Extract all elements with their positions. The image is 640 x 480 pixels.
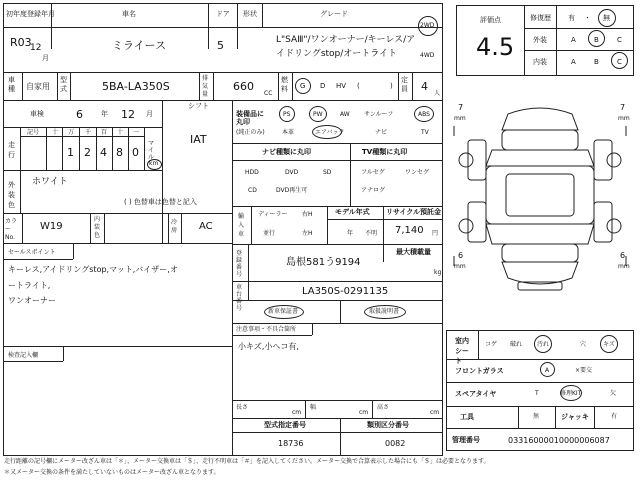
color-label: 外装色 bbox=[8, 181, 15, 209]
recycle-yen: 円 bbox=[432, 230, 439, 237]
mileage-unit-4: 百 bbox=[101, 129, 108, 136]
reg-month: 12 bbox=[30, 43, 42, 53]
shift-value: IAT bbox=[190, 133, 207, 146]
door-label: ドア bbox=[216, 10, 230, 18]
import-label: 輸入車 bbox=[238, 213, 245, 238]
width-label: 幅 bbox=[310, 404, 317, 411]
diagram-mark-6-right: 6 bbox=[620, 251, 626, 260]
fuel-d: D bbox=[320, 82, 326, 90]
mileage-digit-3: 4 bbox=[100, 146, 107, 159]
month-unit: 月 bbox=[42, 54, 49, 62]
mileage-digit-1: 1 bbox=[67, 146, 74, 159]
ext-b: B bbox=[594, 36, 599, 44]
ac-label: 冷房 bbox=[171, 219, 178, 234]
reg-date-label: 初年度登録年月 bbox=[6, 10, 55, 18]
inspection-month: 12 bbox=[121, 108, 135, 121]
diagram-mm-4: mm bbox=[618, 263, 630, 270]
new-car-warranty: 新車保証書 bbox=[268, 308, 299, 315]
equip-airbag: エアバック bbox=[315, 129, 345, 136]
class-number-label: 類別区分番号 bbox=[367, 421, 409, 429]
model-label: 型式 bbox=[60, 76, 67, 93]
equip-tv: TV bbox=[421, 129, 429, 136]
diagram-mm-3: mm bbox=[454, 263, 466, 270]
tools-label: 工具 bbox=[460, 413, 474, 421]
cc-unit: CC bbox=[264, 90, 273, 97]
displacement-value: 660 bbox=[233, 80, 254, 93]
vin-label: 車台番号 bbox=[236, 284, 243, 312]
length-label: 長さ bbox=[236, 404, 249, 411]
jack-value: 有 bbox=[611, 413, 618, 420]
mileage-unit-2: 万 bbox=[68, 129, 75, 136]
int-c: C bbox=[617, 58, 622, 66]
sales-line-1: キーレス,アイドリングstop,マット,バイザー,オ bbox=[8, 265, 178, 274]
inspection-month-unit: 月 bbox=[146, 110, 153, 118]
interior-hole: 穴 bbox=[580, 341, 587, 348]
diagram-mark-7-right: 7 bbox=[620, 103, 626, 112]
import-dealer: ディーラー bbox=[258, 211, 288, 218]
jack-label: ジャッキ bbox=[561, 413, 589, 421]
sales-line-3: ワンオーナー bbox=[8, 296, 56, 305]
mileage-digit-4: 8 bbox=[116, 146, 123, 159]
persons-unit: 人 bbox=[434, 90, 441, 97]
import-parallel: 並行 bbox=[263, 230, 276, 237]
spare-kit: 修理KIT bbox=[560, 390, 582, 397]
type-number-value: 18736 bbox=[278, 439, 304, 448]
navi-title: ナビ種類に丸印 bbox=[262, 148, 311, 156]
badge-2wd: 2WD bbox=[420, 22, 435, 29]
shape-label: 形状 bbox=[243, 10, 257, 18]
navi-dvd-play: DVD再生可 bbox=[276, 187, 308, 194]
repair-label: 修復歴 bbox=[530, 14, 551, 22]
tv-title: TV種類に丸印 bbox=[362, 148, 408, 156]
reg-era: R03 bbox=[10, 36, 32, 49]
model-year-label: モデル年式 bbox=[335, 208, 370, 216]
tv-fullseg: フルセグ bbox=[361, 169, 385, 176]
recycle-label: リサイクル預託金 bbox=[386, 208, 442, 216]
interior-scratch: キズ bbox=[603, 341, 615, 348]
inspection-year: 6 bbox=[76, 108, 83, 121]
eval-label: 評価点 bbox=[480, 16, 501, 24]
fuel-g: G bbox=[300, 82, 306, 90]
interior-dirt: 汚れ bbox=[537, 341, 550, 348]
interior-seat-label: 室内シート bbox=[455, 337, 469, 365]
int-a: A bbox=[571, 58, 576, 66]
tools-value: 無 bbox=[533, 413, 540, 420]
hand-left: 左H bbox=[302, 230, 313, 237]
grade-line-1: L"SAⅢ"/ワンオーナー/キーレス/ア bbox=[276, 35, 416, 45]
footer-line-2: ＊又メーター交換の条件を満たしていないものはメーター改ざん車となります。 bbox=[4, 469, 220, 476]
mileage-unit-1: 十 bbox=[52, 129, 59, 136]
navi-hdd: HDD bbox=[245, 169, 259, 176]
mileage-unit-6: 一 bbox=[133, 129, 140, 136]
equip-title: 装備品に丸印 bbox=[236, 110, 264, 126]
equip-pw: PW bbox=[313, 111, 323, 118]
repair-dot: ・ bbox=[584, 14, 591, 22]
capacity-label: 定員 bbox=[401, 76, 408, 93]
mgmt-label: 管理番号 bbox=[452, 436, 480, 444]
notes-label: 注意事項・不具合箇所 bbox=[236, 326, 297, 333]
main-form-frame bbox=[3, 3, 443, 456]
inspection-year-unit: 年 bbox=[101, 110, 108, 118]
tv-oneseg: ワンセグ bbox=[405, 169, 430, 176]
tv-analog: アナログ bbox=[361, 187, 386, 194]
plate-label: 登録番号 bbox=[236, 250, 243, 278]
owner-manual: 取扱説明書 bbox=[369, 308, 400, 315]
glass-x-note: ×要交 bbox=[575, 367, 593, 374]
car-type-label: 車種 bbox=[8, 76, 15, 93]
navi-cd: CD bbox=[248, 187, 257, 194]
glass-a: A bbox=[545, 367, 550, 374]
length-cm: cm bbox=[292, 409, 302, 416]
displacement-label: 排気量 bbox=[202, 75, 209, 98]
model-year-unit: 年 bbox=[347, 230, 354, 237]
diagram-mm-1: mm bbox=[454, 115, 466, 122]
diagram-mark-7-left: 7 bbox=[458, 103, 464, 112]
equip-abs: ABS bbox=[418, 111, 430, 118]
mileage-label: 走行 bbox=[8, 141, 15, 159]
plate-value: 島根581う9194 bbox=[286, 257, 361, 268]
mileage-unit-3: 千 bbox=[85, 129, 92, 136]
door-count: 5 bbox=[217, 39, 224, 52]
color-no-value: W19 bbox=[40, 221, 63, 232]
ext-c: C bbox=[617, 36, 622, 44]
fuel-close: ) bbox=[390, 82, 393, 90]
height-cm: cm bbox=[430, 409, 440, 416]
height-label: 高さ bbox=[377, 404, 390, 411]
equip-aw: AW bbox=[340, 111, 350, 118]
car-type-value: 自家用 bbox=[26, 82, 50, 91]
unit-km: km bbox=[149, 160, 159, 167]
spare-label: スペアタイヤ bbox=[455, 390, 497, 398]
navi-sd: SD bbox=[323, 169, 332, 176]
exterior-label: 外装 bbox=[533, 36, 547, 44]
interior-label: 内装 bbox=[533, 58, 547, 66]
glass-label: フロントガラス bbox=[455, 367, 504, 375]
sales-line-2: ートライト, bbox=[8, 281, 51, 290]
notes-value: 小キズ,小ヘコ有, bbox=[238, 342, 299, 351]
interior-burn: コゲ bbox=[485, 341, 498, 348]
hand-right: 右H bbox=[302, 211, 313, 218]
diagram-mm-2: mm bbox=[618, 115, 630, 122]
color-value: ホワイト bbox=[32, 177, 68, 187]
mileage-digit-2: 2 bbox=[84, 146, 91, 159]
car-diagram bbox=[446, 96, 634, 326]
model-value: 5BA-LA350S bbox=[102, 80, 170, 93]
fuel-hv: HV bbox=[336, 82, 347, 90]
spare-missing: 欠 bbox=[610, 390, 617, 397]
badge-4wd: 4WD bbox=[420, 52, 435, 59]
capacity-value: 4 bbox=[421, 80, 428, 93]
max-load-label: 最大積載量 bbox=[396, 248, 431, 256]
sales-label: セールスポイント bbox=[8, 249, 56, 256]
maker-label: 車名 bbox=[122, 10, 136, 18]
ext-a: A bbox=[571, 36, 576, 44]
ac-value: AC bbox=[199, 221, 213, 232]
grade-label: グレード bbox=[320, 10, 348, 18]
repair-yes: 有 bbox=[568, 14, 575, 22]
repair-no: 無 bbox=[603, 14, 610, 22]
equip-sunroof: サンルーフ bbox=[364, 111, 394, 118]
fuel-label: 燃料 bbox=[281, 76, 288, 93]
equip-ps: PS bbox=[283, 111, 291, 118]
class-number-value: 0082 bbox=[385, 439, 406, 448]
interior-tear: 破れ bbox=[510, 341, 523, 348]
mileage-unit-5: 十 bbox=[117, 129, 124, 136]
spare-t: T bbox=[535, 390, 539, 397]
int-color-label: 内装色 bbox=[94, 216, 101, 239]
width-cm: cm bbox=[359, 409, 369, 416]
inspector-label: 検査記入欄 bbox=[8, 352, 39, 359]
color-note: ( ) 色替車は色替と記入 bbox=[124, 198, 197, 206]
equip-leather: 本革 bbox=[282, 129, 295, 136]
mileage-digit-head: 記号 bbox=[27, 129, 40, 136]
vin-value: LA350S-0291135 bbox=[302, 286, 389, 297]
max-load-kg: kg bbox=[434, 269, 442, 276]
mgmt-value: 03316000010000006087 bbox=[508, 436, 610, 445]
footer-line-1: 走行距離の記号欄にメーター改ざん車は「＊」、メーター交換車は「＄」、走行不明車は「＃」を記入してください。メーター交換で合算表示した場合にも「＄」は必要となります。 bbox=[4, 458, 490, 465]
recycle-value: 7,140 bbox=[395, 225, 424, 236]
inspection-label: 車検 bbox=[30, 110, 44, 118]
navi-dvd: DVD bbox=[285, 169, 299, 176]
shift-label: シフト bbox=[188, 102, 209, 110]
fuel-other: ( bbox=[357, 82, 360, 90]
type-number-label: 型式指定番号 bbox=[264, 421, 306, 429]
unit-mile: マイル bbox=[148, 140, 155, 161]
equip-navi: ナビ bbox=[375, 129, 388, 136]
equip-subtitle: (純正のみ) bbox=[236, 129, 265, 136]
car-name: ミライース bbox=[112, 39, 167, 52]
mileage-digit-5: 0 bbox=[132, 146, 139, 159]
int-b: B bbox=[594, 58, 599, 66]
grade-line-2: イドリングstop/オートライト bbox=[276, 49, 398, 59]
model-year-unknown: 不明 bbox=[365, 230, 378, 237]
diagram-mark-6-left: 6 bbox=[458, 251, 464, 260]
score-value: 4.5 bbox=[476, 33, 515, 61]
color-no-label: カラーNo. bbox=[5, 218, 18, 241]
